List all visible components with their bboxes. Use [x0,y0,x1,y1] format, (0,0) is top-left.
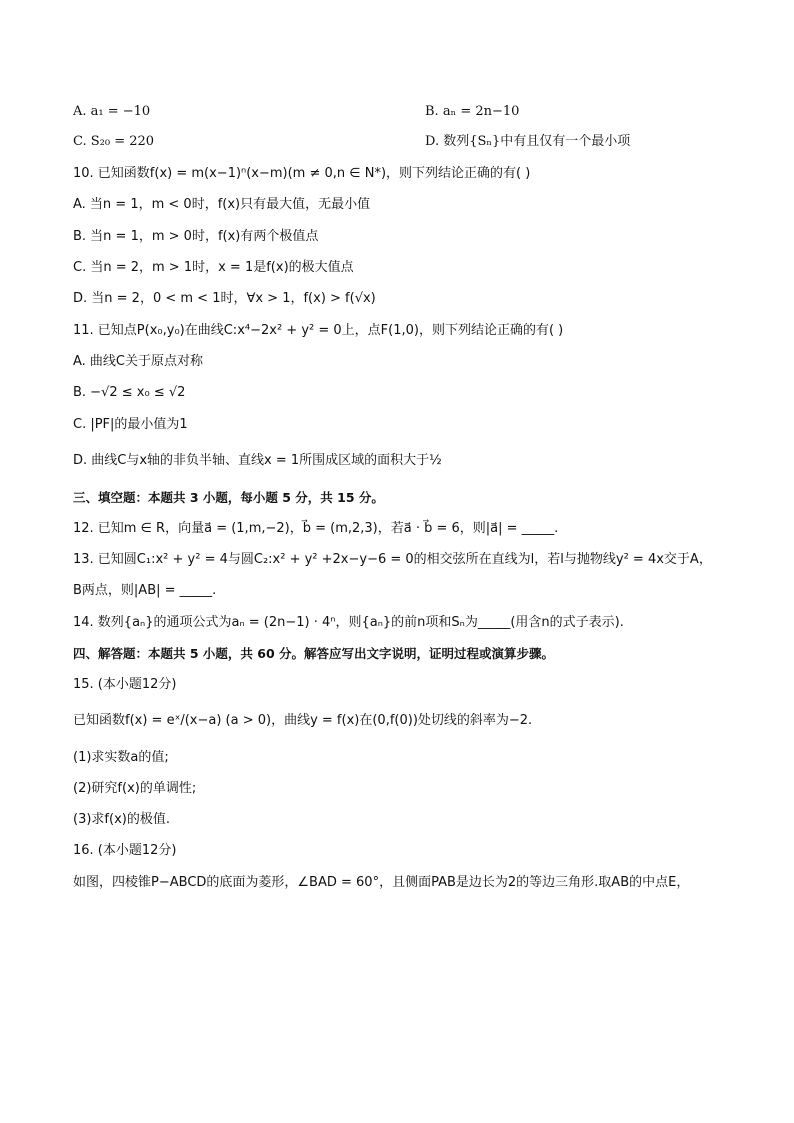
option-11d: D. 曲线C与x轴的非负半轴、直线x = 1所围成区域的面积大于½ [73,453,442,468]
question-12: 12. 已知m ∈ R，向量a⃗ = (1,m,−2)，b⃗ = (m,2,3)，若a⃗ · b⃗ = 6，则|a⃗| = _____. [73,521,559,536]
option-9d: D. 数列{Sₙ}中有且仅有一个最小项 [425,134,631,149]
option-9b: B. aₙ = 2n−10 [425,104,520,119]
question-13: 13. 已知圆C₁:x² + y² = 4与圆C₂:x² + y² +2x−y−6 = 0的相交弦所在直线为l，若l与抛物线y² = 4x交于A， [73,552,712,567]
question-14: 14. 数列{aₙ}的通项公式为aₙ = (2n−1) · 4ⁿ，则{aₙ}的前n项和Sₙ为_____(用含n的式子表示). [73,615,624,630]
question-16-header: 16. (本小题12分) [73,843,177,858]
option-9c: C. S₂₀ = 220 D. 数列{Sₙ}中有且仅有一个最小项 [73,134,631,149]
question-15-part3: (3)求f(x)的极值. [73,812,170,827]
question-13-cont: B两点，则|AB| = _____. [73,583,217,598]
option-9a: A. a₁ = −10 B. aₙ = 2n−10 [73,104,520,119]
section-fill-in-heading: 三、填空题：本题共 3 小题，每小题 5 分，共 15 分。 [73,490,384,505]
question-15-stem: 已知函数f(x) = eˣ/(x−a) (a > 0)，曲线y = f(x)在(0,f(0))处切线的斜率为−2. [73,713,533,728]
option-10c: C. 当n = 2，m > 1时，x = 1是f(x)的极大值点 [73,260,354,275]
question-15-part2: (2)研究f(x)的单调性; [73,781,197,796]
option-10a: A. 当n = 1，m < 0时，f(x)只有最大值，无最小值 [73,197,371,212]
question-16-stem: 如图，四棱锥P−ABCD的底面为菱形，∠BAD = 60°，且侧面PAB是边长为2的等边三角形.取AB的中点E， [73,875,690,890]
question-15-header: 15. (本小题12分) [73,677,177,692]
question-10: 10. 已知函数f(x) = m(x−1)ⁿ(x−m)(m ≠ 0,n ∈ N*)，则下列结论正确的有( ) [73,166,531,181]
question-15-part1: (1)求实数a的值; [73,750,169,765]
option-10d: D. 当n = 2，0 < m < 1时，∀x > 1，f(x) > f(√x) [73,291,376,306]
option-11b: B. −√2 ≤ x₀ ≤ √2 [73,385,186,400]
question-11: 11. 已知点P(x₀,y₀)在曲线C:x⁴−2x² + y² = 0上，点F(1,0)，则下列结论正确的有( ) [73,323,564,338]
option-11c: C. |PF|的最小值为1 [73,417,188,432]
section-solution-heading: 四、解答题：本题共 5 小题，共 60 分。解答应写出文字说明，证明过程或演算步骤。 [73,646,555,661]
option-11a: A. 曲线C关于原点对称 [73,354,204,369]
option-10b: B. 当n = 1，m > 0时，f(x)有两个极值点 [73,229,319,244]
